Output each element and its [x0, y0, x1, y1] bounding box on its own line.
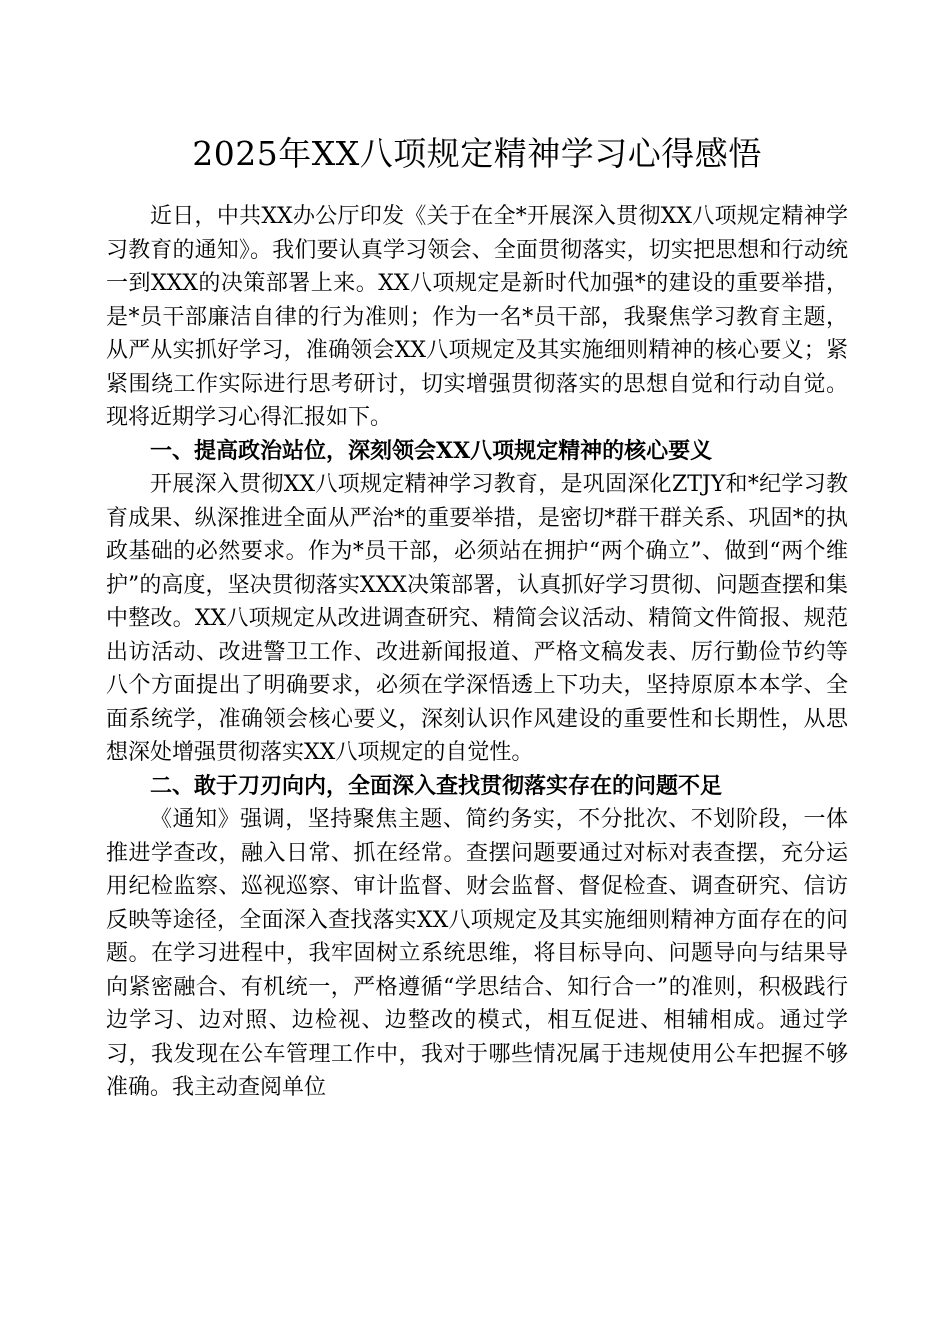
document-title: 2025年XX八项规定精神学习心得感悟 [192, 134, 762, 173]
section-1-heading: 一、提高政治站位，深刻领会XX八项规定精神的核心要义 [150, 437, 713, 464]
section-1-paragraph: 开展深入贯彻XX八项规定精神学习教育，是巩固深化ZTJY和*纪学习教育成果、纵深推进全面从严治*的重要举措，是密切*群干群关系、巩固*的执政基础的必然要求。作为*员干部，必须站在拥护“两个确立”、做到“两个维护”的高度，坚决贯彻落实XXX决策部署，认真抓好学习贯彻、问题查摆和集中整改。XX八项规定从改进调查研究、精简会议活动、精简文件简报、规范出访活动、改进警卫工作、改进新闻报道、严格文稿发表、厉行勤俭节约等八个方面提出了明确要求，必须在学深悟透上下功夫，坚持原原本本学、全面系统学，准确领会核心要义，深刻认识作风建设的重要性和长期性，从思想深处增强贯彻落实XX八项规定的自觉性。 [106, 472, 848, 765]
document-page [106, 130, 848, 1105]
section-2-heading: 二、敢于刀刃向内，全面深入查找贯彻落实存在的问题不足 [150, 772, 723, 799]
section-2-paragraph: 《通知》强调，坚持聚焦主题、简约务实，不分批次、不划阶段，一体推进学查改，融入日常、抓在经常。查摆问题要通过对标对表查摆，充分运用纪检监察、巡视巡察、审计监督、财会监督、督促检查、调查研究、信访反映等途径，全面深入查找落实XX八项规定及其实施细则精神方面存在的问题。在学习进程中，我牢固树立系统思维，将目标导向、问题导向与结果导向紧密融合、有机统一，严格遵循“学思结合、知行合一”的准则，积极践行边学习、边对照、边检视、边整改的模式，相互促进、相辅相成。通过学习，我发现在公车管理工作中，我对于哪些情况属于违规使用公车把握不够准确。我主动查阅单位 [106, 807, 848, 1100]
intro-paragraph: 近日，中共XX办公厅印发《关于在全*开展深入贯彻XX八项规定精神学习教育的通知》。我们要认真学习领会、全面贯彻落实，切实把思想和行动统一到XXX的决策部署上来。XX八项规定是新时代加强*的建设的重要举措，是*员干部廉洁自律的行为准则；作为一名*员干部，我聚焦学习教育主题，从严从实抓好学习，准确领会XX八项规定及其实施细则精神的核心要义；紧紧围绕工作实际进行思考研讨，切实增强贯彻落实的思想自觉和行动自觉。现将近期学习心得汇报如下。 [106, 204, 848, 430]
